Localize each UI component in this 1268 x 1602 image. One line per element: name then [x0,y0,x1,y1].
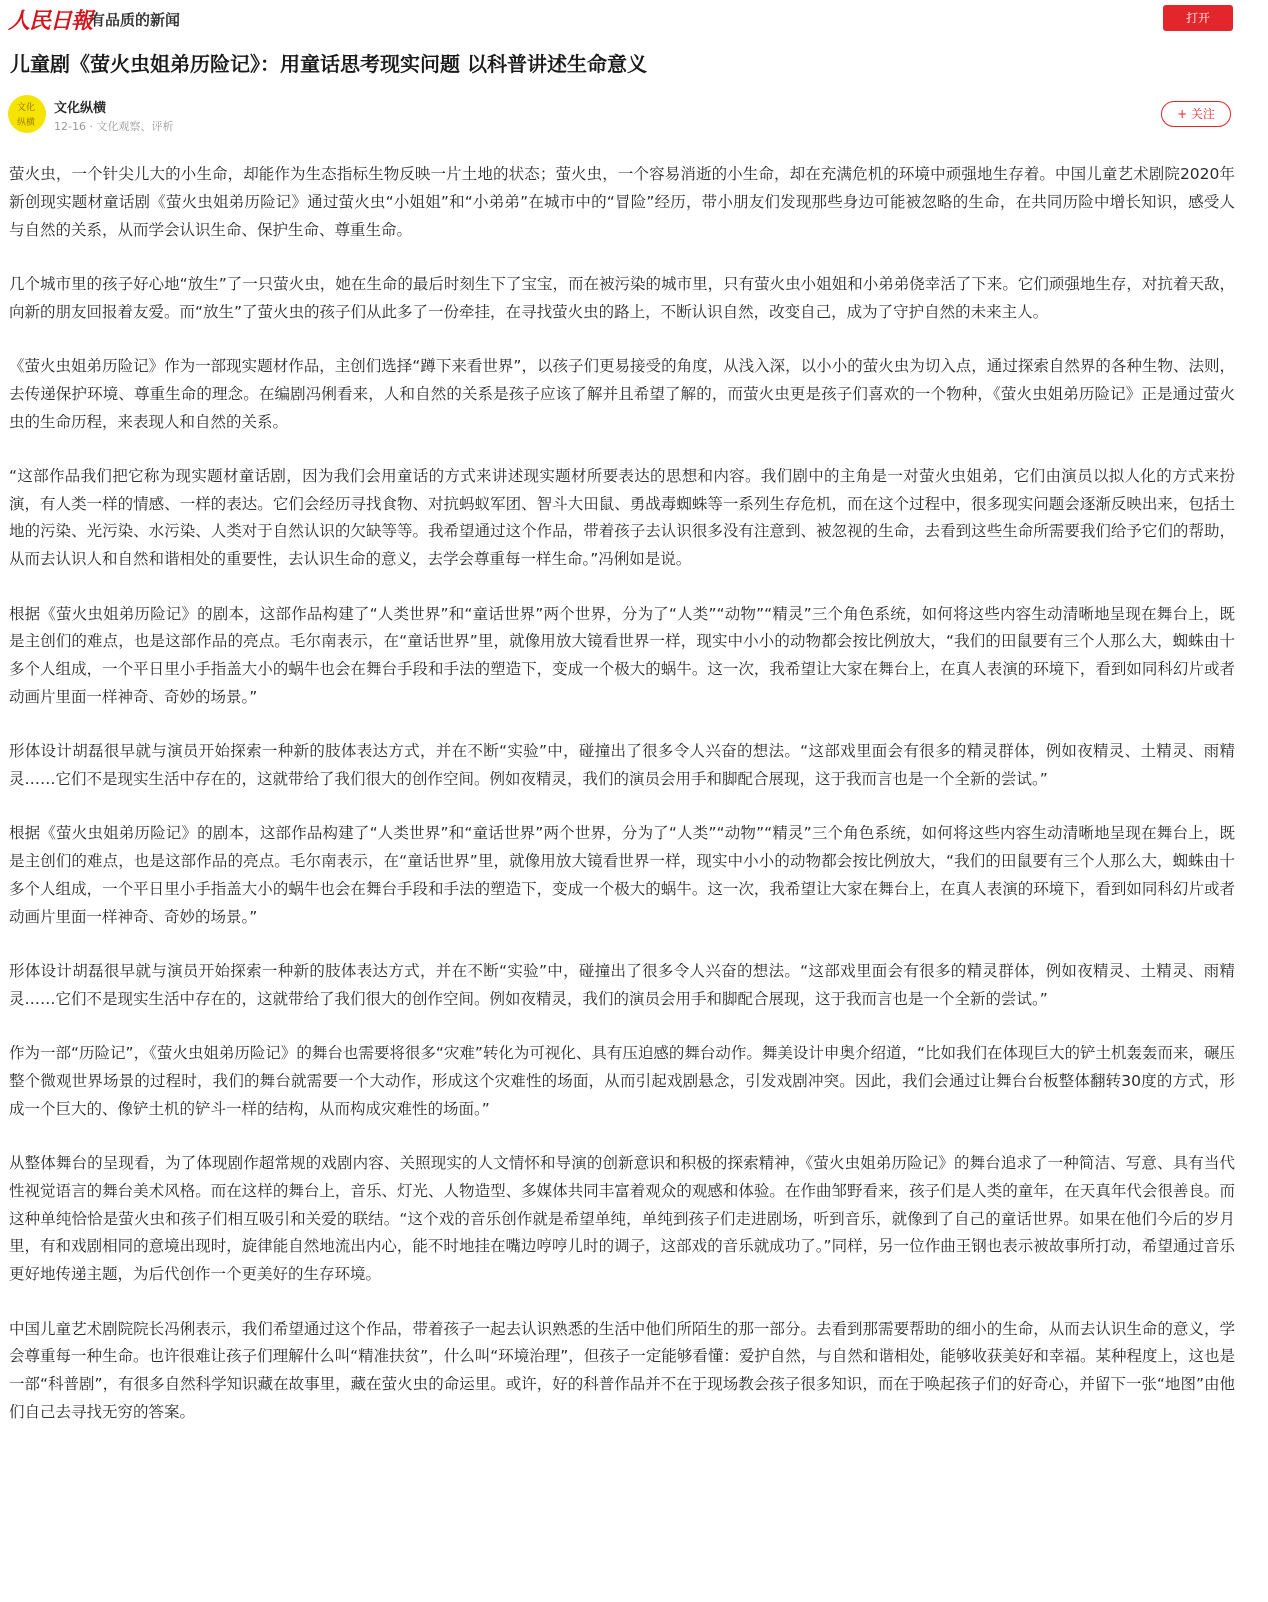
article-paragraph: 根据《萤火虫姐弟历险记》的剧本，这部作品构建了“人类世界”和“童话世界”两个世界，分为了“人类”“动物”“精灵”三个角色系统，如何将这些内容生动清晰地呈现在舞台上，既是主创们的难点，也是这部作品的亮点。毛尔南表示，在“童话世界”里，就像用放大镜看世界一样，现实中小小的动物都会按比例放大，“我们的田鼠要有三个人那么大，蜘蛛由十多个人组成，一个平日里小手指盖大小的蜗牛也会在舞台手段和手法的塑造下，变成一个极大的蜗牛。这一次，我希望让大家在舞台上，在真人表演的环境下，看到如同科幻片或者动画片里面一样神奇、奇妙的场景。” [9,824,1235,926]
author-tags: 文化观察、评析 [96,120,174,133]
open-app-button[interactable]: 打开 [1163,5,1233,31]
avatar-text-bottom: 纵横 [17,118,36,128]
article-paragraph: 《萤火虫姐弟历险记》作为一部现实题材作品，主创们选择“蹲下来看世界”，以孩子们更易接受的角度，从浅入深，以小小的萤火虫为切入点，通过探索自然界的各种生物、法则，去传递保护环境、尊重生命的理念。在编剧冯俐看来，人和自然的关系是孩子应该了解并且希望了解的，而萤火虫更是孩子们喜欢的一个物种，《萤火虫姐弟历险记》正是通过萤火虫的生命历程，来表现人和自然的关系。 [9,356,1235,431]
slogan: 有品质的新闻 [90,11,181,29]
people-daily-logo[interactable]: 人民日報 [8,8,93,34]
author-name[interactable]: 文化纵横 [54,101,107,116]
author-row [8,95,1260,135]
publish-date: 12-16 [54,120,86,133]
article-body [9,161,1235,1453]
article-title: 儿童剧《萤火虫姐弟历险记》：用童话思考现实问题 以科普讲述生命意义 [10,52,647,76]
article-paragraph: 作为一部“历险记”，《萤火虫姐弟历险记》的舞台也需要将很多“灾难”转化为可视化、具有压迫感的舞台动作。舞美设计申奥介绍道，“比如我们在体现巨大的铲土机轰轰而来，碾压整个微观世界场景的过程时，我们的舞台就需要一个大动作，形成这个灾难性的场面，从而引起戏剧悬念，引发戏剧冲突。因此，我们会通过让舞台台板整体翻转30度的方式，形成一个巨大的、像铲土机的铲斗一样的结构，从而构成灾难性的场面。” [9,1044,1235,1118]
avatar-text-top: 文化 [17,103,36,113]
meta-separator: · [89,120,97,133]
article-paragraph: 形体设计胡磊很早就与演员开始探索一种新的肢体表达方式，并在不断“实验”中，碰撞出了很多令人兴奋的想法。“这部戏里面会有很多的精灵群体，例如夜精灵、土精灵、雨精灵……它们不是现实生活中存在的，这就带给了我们很大的创作空间。例如夜精灵，我们的演员会用手和脚配合展现，这于我而言也是一个全新的尝试。” [9,962,1235,1008]
article-paragraph: 根据《萤火虫姐弟历险记》的剧本，这部作品构建了“人类世界”和“童话世界”两个世界，分为了“人类”“动物”“精灵”三个角色系统，如何将这些内容生动清晰地呈现在舞台上，既是主创们的难点，也是这部作品的亮点。毛尔南表示，在“童话世界”里，就像用放大镜看世界一样，现实中小小的动物都会按比例放大，“我们的田鼠要有三个人那么大，蜘蛛由十多个人组成，一个平日里小手指盖大小的蜗牛也会在舞台手段和手法的塑造下，变成一个极大的蜗牛。这一次，我希望让大家在舞台上，在真人表演的环境下，看到如同科幻片或者动画片里面一样神奇、奇妙的场景。” [9,604,1235,706]
article-paragraph: 中国儿童艺术剧院院长冯俐表示，我们希望通过这个作品，带着孩子一起去认识熟悉的生活中他们所陌生的那一部分。去看到那需要帮助的细小的生命，从而去认识生命的意义，学会尊重每一种生命。也许很难让孩子们理解什么叫“精准扶贫”，什么叫“环境治理”，但孩子一定能够看懂：爱护自然，与自然和谐相处，能够收获美好和幸福。某种程度上，这也是一部“科普剧”，有很多自然科学知识藏在故事里，藏在萤火虫的命运里。或许，好的科普作品并不在于现场教会孩子很多知识，而在于唤起孩子们的好奇心，并留下一张“地图”由他们自己去寻找无穷的答案。 [9,1319,1235,1421]
top-bar [0,0,1268,36]
article-paragraph: 形体设计胡磊很早就与演员开始探索一种新的肢体表达方式，并在不断“实验”中，碰撞出了很多令人兴奋的想法。“这部戏里面会有很多的精灵群体，例如夜精灵、土精灵、雨精灵……它们不是现实生活中存在的，这就带给了我们很大的创作空间。例如夜精灵，我们的演员会用手和脚配合展现，这于我而言也是一个全新的尝试。” [9,742,1235,789]
article-paragraph: 从整体舞台的呈现看，为了体现剧作超常规的戏剧内容、关照现实的人文情怀和导演的创新意识和积极的探索精神，《萤火虫姐弟历险记》的舞台追求了一种简洁、写意、具有当代性视觉语言的舞台美术风格。而在这样的舞台上，音乐、灯光、人物造型、多媒体共同丰富着观众的观感和体验。在作曲邹野看来，孩子们是人类的童年，在天真年代会很善良。而这种单纯恰恰是萤火虫和孩子们相互吸引和关爱的联结。“这个戏的音乐创作就是希望单纯，单纯到孩子们走进剧场，听到音乐，就像到了自己的童话世界。如果在他们今后的岁月里，有和戏剧相同的意境出现时，旋律能自然地流出内心，能不时地挂在嘴边哼哼儿时的调子，这部戏的音乐就成功了。”同样，另一位作曲王钢也表示被故事所打动，希望通过音乐更好地传递主题，为后代创作一个更美好的生存环境。 [9,1154,1235,1284]
article-paragraph: 萤火虫，一个针尖儿大的小生命，却能作为生态指标生物反映一片土地的状态；萤火虫，一个容易消逝的小生命，却在充满危机的环境中顽强地生存着。中国儿童艺术剧院2020年新创现实题材童话剧《萤火虫姐弟历险记》通过萤火虫“小姐姐”和“小弟弟”在城市中的“冒险”经历，带小朋友们发现那些身边可能被忽略的生命，在共同历险中增长知识，感受人与自然的关系，从而学会认识生命、保护生命、尊重生命。 [9,165,1235,239]
avatar[interactable] [8,95,46,133]
article-paragraph: 几个城市里的孩子好心地“放生”了一只萤火虫，她在生命的最后时刻生下了宝宝，而在被污染的城市里，只有萤火虫小姐姐和小弟弟侥幸活了下来。它们顽强地生存，对抗着天敌，向新的朋友回报着友爱。而“放生”了萤火虫的孩子们从此多了一份牵挂，在寻找萤火虫的路上，不断认识自然，改变自己，成为了守护自然的未来主人。 [9,274,1235,321]
article-paragraph: “这部作品我们把它称为现实题材童话剧，因为我们会用童话的方式来讲述现实题材所要表达的思想和内容。我们剧中的主角是一对萤火虫姐弟，它们由演员以拟人化的方式来扮演，有人类一样的情感、一样的表达。它们会经历寻找食物、对抗蚂蚁军团、智斗大田鼠、勇战毒蜘蛛等一系列生存危机，而在这个过程中，很多现实问题会逐渐反映出来，包括土地的污染、光污染、水污染、人类对于自然认识的欠缺等等。我希望通过这个作品，带着孩子去认识很多没有注意到、被忽视的生命，去看到这些生命所需要我们给予它们的帮助，从而去认识人和自然和谐相处的重要性，去认识生命的意义，去学会尊重每一样生命。”冯俐如是说。 [9,466,1235,569]
author-meta [54,118,173,134]
follow-button[interactable]: + 关注 [1161,101,1231,127]
